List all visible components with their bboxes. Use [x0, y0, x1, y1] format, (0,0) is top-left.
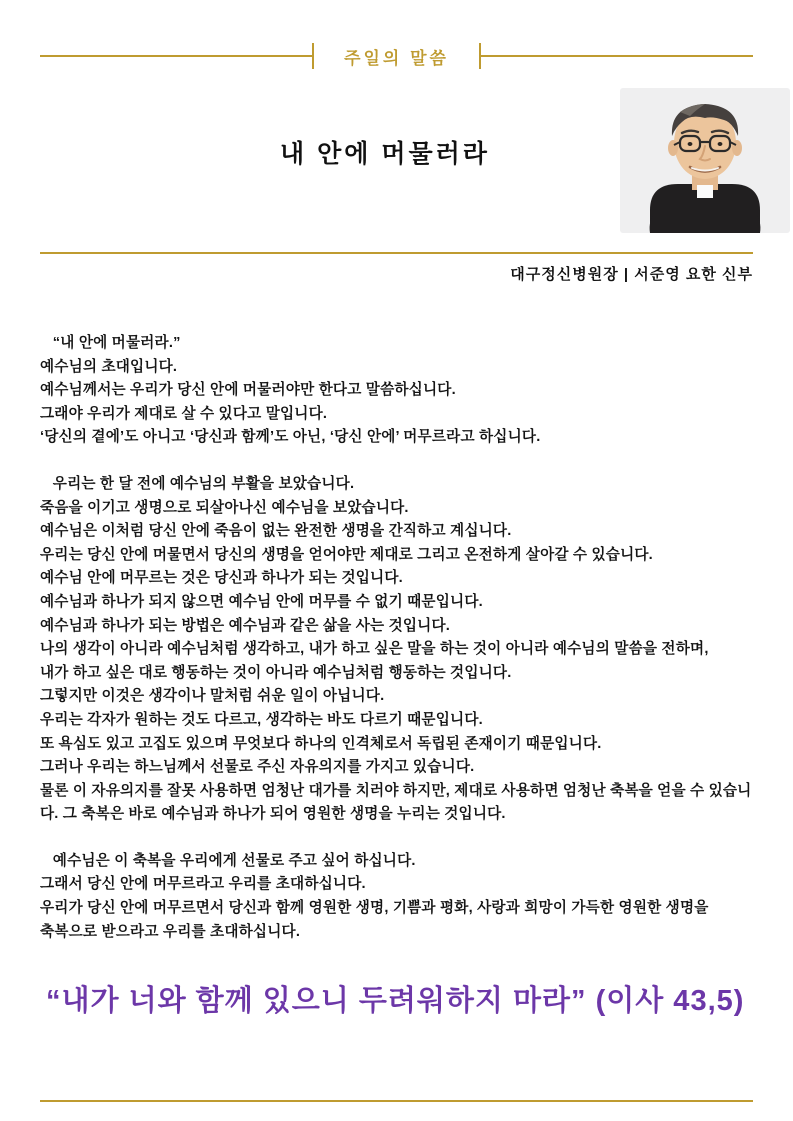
paragraph — [40, 473, 756, 827]
body-line: 우리는 각자가 원하는 것도 다르고, 생각하는 바도 다르기 때문입니다. — [40, 711, 483, 728]
body-line: 또 욕심도 있고 고집도 있으며 무엇보다 하나의 인격체로서 독립된 존재이기 때문입니다. — [40, 735, 602, 752]
scripture-quote: “내가 너와 함께 있으니 두려워하지 마라” (이사 43,5) — [46, 985, 745, 1017]
body-line: “내 안에 머물러라.” — [40, 335, 181, 351]
body-line: 예수님께서는 우리가 당신 안에 머물러야만 한다고 말씀하십니다. — [40, 382, 456, 399]
body-line: 그래야 우리가 제대로 살 수 있다고 말입니다. — [40, 405, 328, 422]
body-line: 예수님은 이처럼 당신 안에 죽음이 없는 완전한 생명을 간직하고 계십니다. — [40, 523, 512, 540]
priest-photo-image — [620, 88, 790, 233]
body-line: 축복으로 받으라고 우리를 초대하십니다. — [40, 923, 301, 940]
body-line: 예수님과 하나가 되지 않으면 예수님 안에 머무를 수 없기 때문입니다. — [40, 593, 483, 610]
paragraph — [40, 332, 756, 450]
body-line: 우리는 한 달 전에 예수님의 부활을 보았습니다. — [40, 475, 355, 492]
body-line: 우리가 당신 안에 머무르면서 당신과 함께 영원한 생명, 기쁨과 평화, 사랑과 희망이 가득한 영원한 생명을 — [40, 900, 709, 917]
body-line: 예수님은 이 축복을 우리에게 선물로 주고 싶어 하십니다. — [40, 852, 416, 869]
body-line: 예수님 안에 머무르는 것은 당신과 하나가 되는 것입니다. — [40, 570, 403, 587]
paragraph — [40, 850, 756, 944]
header-rule-right — [481, 55, 753, 57]
body-line: 예수님과 하나가 되는 방법은 예수님과 같은 삶을 사는 것입니다. — [40, 617, 451, 634]
priest-photo — [620, 88, 790, 233]
article-byline: 대구정신병원장 | 서준영 요한 신부 — [510, 266, 753, 283]
body-line: 그렇지만 이것은 생각이나 말처럼 쉬운 일이 아닙니다. — [40, 688, 385, 705]
body-line: 물론 이 자유의지를 잘못 사용하면 엄청난 대가를 치러야 하지만, 제대로 사용하면 엄청난 축복을 얻을 수 있습니 — [40, 782, 752, 799]
body-line: 그래서 당신 안에 머무르라고 우리를 초대하십니다. — [40, 876, 366, 893]
body-line: 그러나 우리는 하느님께서 선물로 주신 자유의지를 가지고 있습니다. — [40, 759, 475, 776]
section-header — [40, 42, 753, 70]
body-line: 나의 생각이 아니라 예수님처럼 생각하고, 내가 하고 싶은 말을 하는 것이 아니라 예수님의 말씀을 전하며, — [40, 641, 709, 658]
section-header-label: 주일의 말씀 — [344, 48, 449, 68]
body-line: 내가 하고 싶은 대로 행동하는 것이 아니라 예수님처럼 행동하는 것입니다. — [40, 664, 512, 681]
body-line: 다. 그 축복은 바로 예수님과 하나가 되어 영원한 생명을 누리는 것입니다. — [40, 806, 506, 823]
header-rule-left — [40, 55, 312, 57]
body-line: 예수님의 초대입니다. — [40, 358, 178, 375]
body-line: 죽음을 이기고 생명으로 되살아나신 예수님을 보았습니다. — [40, 499, 409, 516]
byline-divider — [40, 252, 753, 254]
page-bottom-rule — [40, 1100, 753, 1102]
article-body — [40, 332, 756, 967]
article-title: 내 안에 머물러라 — [280, 140, 490, 168]
body-line: 우리는 당신 안에 머물면서 당신의 생명을 얻어야만 제대로 그리고 온전하게 살아갈 수 있습니다. — [40, 546, 653, 563]
header-tick-left — [312, 43, 314, 69]
body-line: ‘당신의 곁에’도 아니고 ‘당신과 함께’도 아닌, ‘당신 안에’ 머무르라고 하십니다. — [40, 429, 541, 446]
